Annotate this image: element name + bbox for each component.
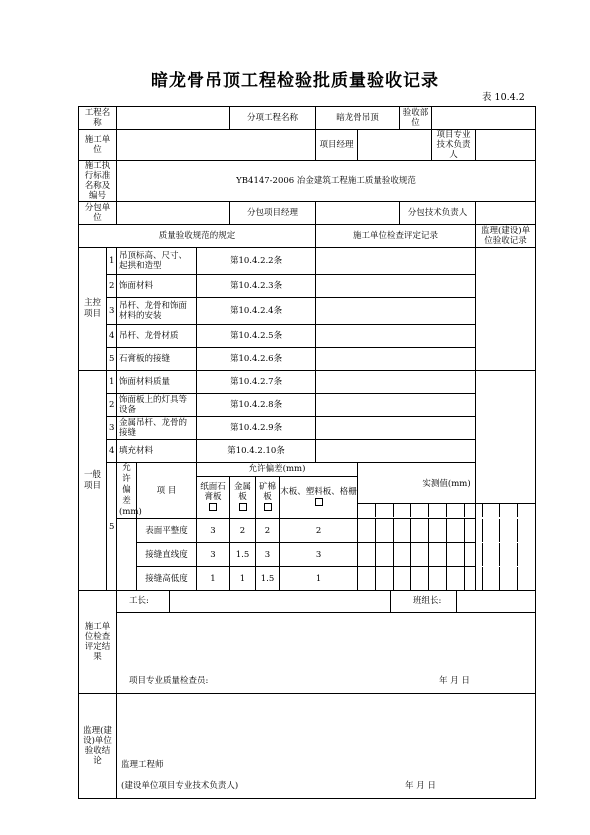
supervisor-result-label: 监理(建设)单位验收结论: [79, 694, 117, 799]
item-clause: 第10.4.2.3条: [197, 275, 316, 298]
team-leader-label: 班组长:: [413, 596, 442, 606]
item-clause: 第10.4.2.10条: [197, 440, 316, 463]
tolerance-value: 1: [280, 567, 358, 591]
contractor-value[interactable]: [117, 130, 316, 161]
item-name: 吊杆、龙骨材质: [117, 325, 197, 348]
item-name: 饰面板上的灯具等设备: [117, 394, 197, 417]
item-number: 1: [107, 371, 117, 394]
contractor-check-cell[interactable]: [316, 440, 476, 463]
material-header: 纸面石膏板: [197, 476, 230, 518]
supervisor-check-column-header: 监理(建设)单位验收记录: [476, 225, 536, 248]
item-clause: 第10.4.2.2条: [197, 248, 316, 275]
tolerance-value: 1: [197, 567, 230, 591]
tolerance-value: 2: [230, 519, 256, 543]
checkbox[interactable]: [315, 498, 323, 506]
subcontractor-label: 分包单位: [79, 202, 117, 225]
measured-values-label: 实测值(mm): [422, 478, 471, 489]
checkbox[interactable]: [264, 503, 272, 511]
checkbox[interactable]: [209, 503, 217, 511]
tolerance-value: 1.5: [230, 543, 256, 567]
tolerance-side-blank: [117, 519, 137, 591]
contractor-check-cell[interactable]: [316, 248, 476, 275]
item-clause: 第10.4.2.6条: [197, 348, 316, 371]
contractor-check-cell[interactable]: [316, 325, 476, 348]
project-manager-label: 项目经理: [316, 130, 358, 161]
tolerance-value: 3: [280, 543, 358, 567]
item-number: 1: [107, 248, 117, 275]
item-clause: 第10.4.2.7条: [197, 371, 316, 394]
contractor-check-cell[interactable]: [316, 394, 476, 417]
supervising-engineer-label: 监理工程师: [121, 760, 164, 770]
tolerance-value: 2: [256, 519, 280, 543]
sub-pm-value[interactable]: [316, 202, 400, 225]
sub-pm-label: 分包项目经理: [230, 202, 316, 225]
contractor-label: 施工单位: [79, 130, 117, 161]
checkbox[interactable]: [239, 503, 247, 511]
table-number: 表 10.4.2: [482, 92, 525, 103]
supervisor-check-cell[interactable]: [476, 248, 536, 371]
item-clause: 第10.4.2.5条: [197, 325, 316, 348]
tolerance-item-header: 项 目: [137, 463, 197, 519]
measured-values-cell[interactable]: [358, 567, 536, 591]
worker-label: 工长:: [129, 596, 149, 606]
tolerance-row-name: 接缝直线度: [137, 543, 197, 567]
contractor-date: 年 月 日: [439, 676, 470, 686]
tolerance-value: 1: [230, 567, 256, 591]
tolerance-side-label: 允许偏差(mm): [117, 463, 137, 519]
tolerance-row-name: 表面平整度: [137, 519, 197, 543]
item-clause: 第10.4.2.9条: [197, 417, 316, 440]
item-clause: 第10.4.2.4条: [197, 298, 316, 325]
tech-lead-label: 项目专业技术负责人: [432, 130, 476, 161]
item-number: 2: [107, 275, 117, 298]
tolerance-value: 2: [280, 519, 358, 543]
tolerance-header: 允许偏差(mm): [197, 463, 358, 477]
measured-values-cell[interactable]: [358, 543, 536, 567]
main-control-label: 主控项目: [79, 248, 107, 371]
quality-inspector-label: 项目专业质量检查员:: [129, 676, 209, 686]
item-name: 饰面材料: [117, 275, 197, 298]
tolerance-row-name: 接缝高低度: [137, 567, 197, 591]
material-header: 矿棉板: [256, 476, 280, 518]
material-header: 木板、塑料板、格栅: [280, 476, 358, 518]
supervisor-date: 年 月 日: [405, 781, 436, 791]
contractor-check-column-header: 施工单位检查评定记录: [316, 225, 476, 248]
item-number: 3: [107, 417, 117, 440]
tech-lead-value[interactable]: [476, 130, 536, 161]
measured-values-cell[interactable]: [358, 519, 536, 543]
item-clause: 第10.4.2.8条: [197, 394, 316, 417]
tolerance-item-number: 5: [107, 463, 117, 591]
contractor-result-cell[interactable]: [117, 591, 536, 694]
contractor-check-cell[interactable]: [316, 275, 476, 298]
item-name: 吊顶标高、尺寸、起拱和造型: [117, 248, 197, 275]
sub-project-label: 分项工程名称: [230, 107, 316, 130]
tolerance-value: 3: [197, 543, 230, 567]
measured-values-header-cell: [358, 463, 536, 519]
form-title: 暗龙骨吊顶工程检验批质量验收记录: [151, 71, 439, 91]
supervisor-result-cell[interactable]: [117, 694, 536, 799]
contractor-check-cell[interactable]: [316, 348, 476, 371]
item-name: 饰面材料质量: [117, 371, 197, 394]
tolerance-value: 3: [256, 543, 280, 567]
sub-tech-label: 分包技术负责人: [400, 202, 476, 225]
item-name: 填充材料: [117, 440, 197, 463]
inspection-part-value[interactable]: [432, 107, 536, 130]
item-number: 5: [107, 348, 117, 371]
material-header: 金属板: [230, 476, 256, 518]
owner-tech-lead-label: (建设单位项目专业技术负责人): [121, 781, 239, 791]
contractor-check-cell[interactable]: [316, 298, 476, 325]
item-number: 2: [107, 394, 117, 417]
tolerance-value: 1.5: [256, 567, 280, 591]
sub-project-value: 暗龙骨吊顶: [316, 107, 400, 130]
project-name-label: 工程名称: [79, 107, 117, 130]
item-name: 吊杆、龙骨和饰面材料的安装: [117, 298, 197, 325]
project-manager-value[interactable]: [358, 130, 432, 161]
tolerance-value: 3: [197, 519, 230, 543]
spec-column-header: 质量验收规范的规定: [79, 225, 316, 248]
standard-value: YB4147-2006 冶金建筑工程施工质量验收规范: [117, 161, 536, 202]
contractor-check-cell[interactable]: [316, 371, 476, 394]
inspection-part-label: 验收部位: [400, 107, 432, 130]
inspection-record-table: [78, 106, 536, 799]
item-name: 金属吊杆、龙骨的接缝: [117, 417, 197, 440]
item-name: 石膏板的接缝: [117, 348, 197, 371]
contractor-check-cell[interactable]: [316, 417, 476, 440]
project-name-value[interactable]: [117, 107, 230, 130]
standard-label: 施工执行标准名称及编号: [79, 161, 117, 202]
item-number: 4: [107, 440, 117, 463]
contractor-result-label: 施工单位检查评定结果: [79, 591, 117, 694]
item-number: 3: [107, 298, 117, 325]
measured-subgrid: [358, 503, 535, 517]
general-items-label: 一般项目: [79, 371, 107, 591]
sub-tech-value[interactable]: [476, 202, 536, 225]
subcontractor-value[interactable]: [117, 202, 230, 225]
item-number: 4: [107, 325, 117, 348]
